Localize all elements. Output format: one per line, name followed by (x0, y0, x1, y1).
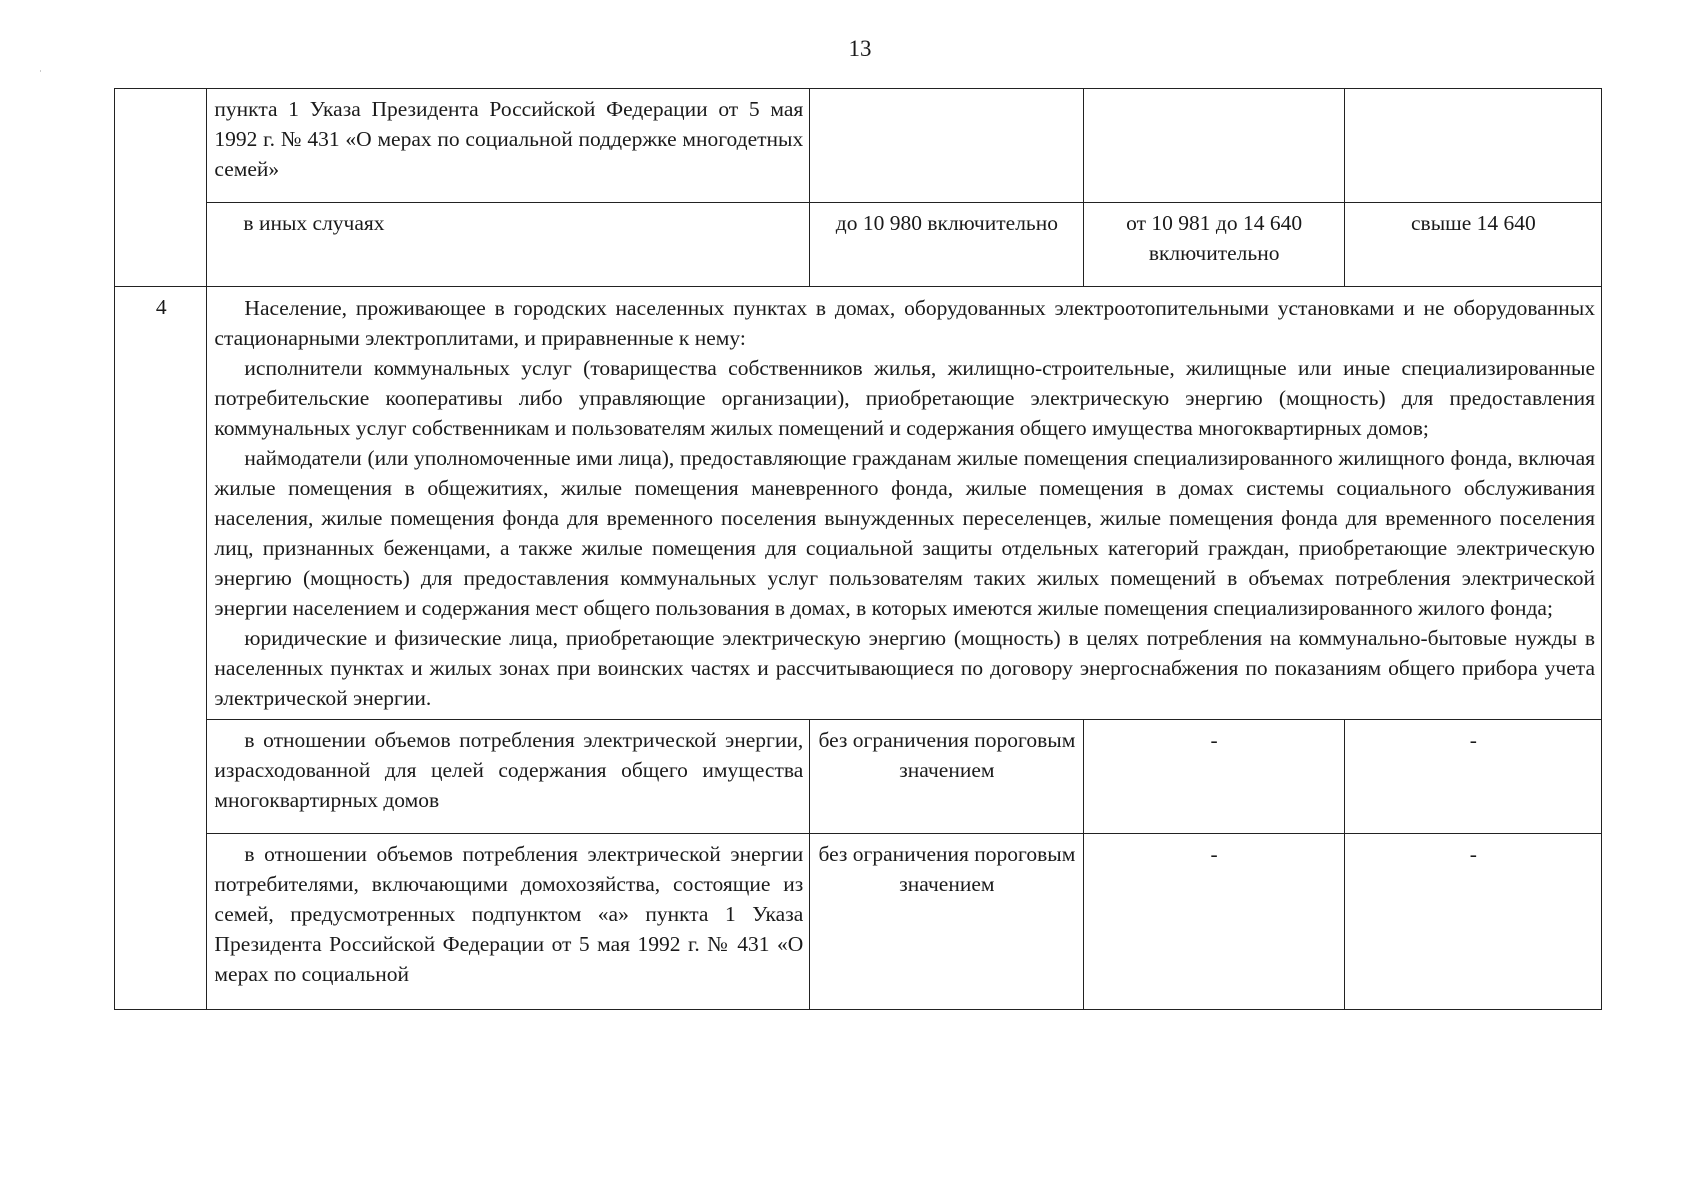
threshold-cell: от 10 981 до 14 640 включительно (1083, 203, 1344, 287)
row-number-cell: 4 (115, 287, 207, 1010)
table-row (115, 89, 1602, 203)
paragraph: исполнители коммунальных услуг (товарищества собственников жилья, жилищно-строительные, жилищные или иные специализированные потребительские кооперативы либо управляющие организации), приобретающие электрическую энергию (мощность) для предоставления коммунальных услуг собственникам и пользователям жилых помещений и содержания общего имущества многоквартирных домов; (214, 356, 1595, 440)
threshold-cell: без ограничения пороговым значением (810, 720, 1083, 834)
description-cell: в отношении объемов потребления электрической энергии потребителями, включающими домохозяйства, состоящие из семей, предусмотренных подпунктом «а» пункта 1 Указа Президента Российской Федерации от 5 мая 1992 г. № 431 «О мерах по социальной (207, 834, 810, 1010)
threshold-cell: до 10 980 включительно (810, 203, 1083, 287)
table-row (115, 203, 1602, 287)
table-row (115, 287, 1602, 720)
paragraph: Население, проживающее в городских населенных пунктах в домах, оборудованных электроотопительными установками и не оборудованных стационарными электроплитами, и приравненные к нему: (214, 296, 1595, 350)
threshold-cell (810, 89, 1083, 203)
page-number: 13 (848, 36, 872, 61)
row-number-cell (115, 89, 207, 287)
table-row (115, 720, 1602, 834)
threshold-cell: свыше 14 640 (1344, 203, 1601, 287)
threshold-cell (1344, 89, 1601, 203)
paragraph: наймодатели (или уполномоченные ими лица), предоставляющие гражданам жилые помещения специализированного жилищного фонда, включая жилые помещения в общежитиях, жилые помещения маневренного фонда, жилые помещения в домах системы социального обслуживания населения, жилые помещения фонда для временного поселения вынужденных переселенцев, жилые помещения фонда для временного поселения лиц, признанных беженцами, а также жилые помещения для социальной защиты отдельных категорий граждан, приобретающие электрическую энергию (мощность) для предоставления коммунальных услуг пользователям таких жилых помещений в объемах потребления электрической энергии населением и содержания мест общего пользования в домах, в которых имеются жилые помещения специализированного жилого фонда; (214, 446, 1595, 620)
description-cell: в отношении объемов потребления электрической энергии, израсходованной для целей содержания общего имущества многоквартирных домов (207, 720, 810, 834)
threshold-cell: - (1083, 834, 1344, 1010)
table-row (115, 834, 1602, 1010)
paragraph: юридические и физические лица, приобретающие электрическую энергию (мощность) в целях потребления на коммунально-бытовые нужды в населенных пунктах и жилых зонах при воинских частях и рассчитывающиеся по договору энергоснабжения по показаниям общего прибора учета электрической энергии. (214, 626, 1595, 710)
threshold-cell: без ограничения пороговым значением (810, 834, 1083, 1010)
category-description-cell (207, 287, 1602, 720)
tariff-table (114, 88, 1602, 1010)
description-cell: пункта 1 Указа Президента Российской Федерации от 5 мая 1992 г. № 431 «О мерах по социальной поддержке многодетных семей» (207, 89, 810, 203)
threshold-cell: - (1083, 720, 1344, 834)
threshold-cell (1083, 89, 1344, 203)
description-cell: в иных случаях (207, 203, 810, 287)
scan-mark (40, 70, 41, 72)
threshold-cell: - (1344, 720, 1601, 834)
threshold-cell: - (1344, 834, 1601, 1010)
